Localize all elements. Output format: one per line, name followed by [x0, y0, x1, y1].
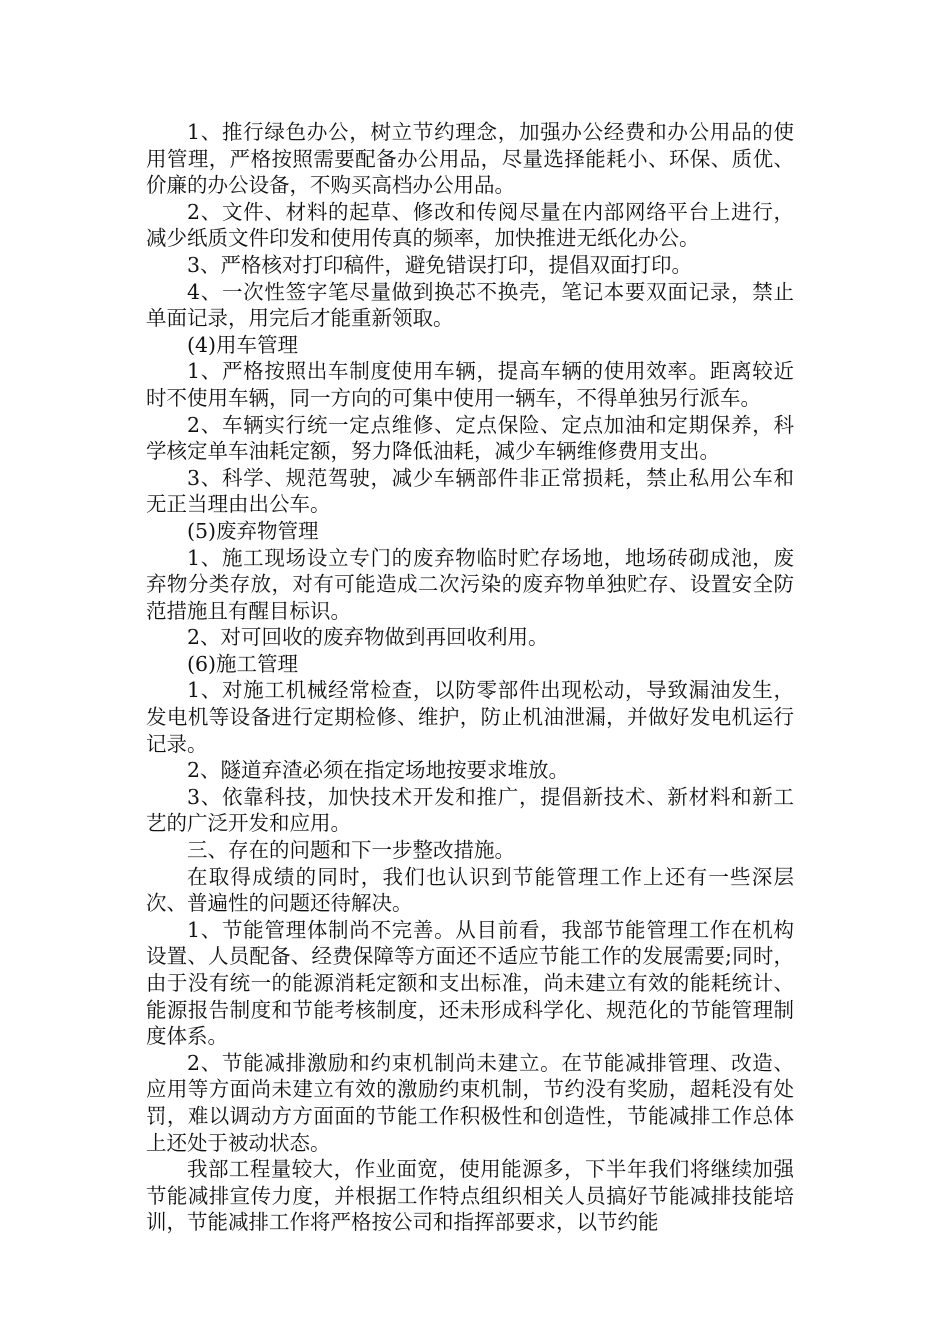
section-heading-vehicle: (4)用车管理	[187, 332, 299, 357]
paragraph-problems-intro: 在取得成绩的同时，我们也认识到节能管理工作上还有一些深层次、普遍性的问题还待解决。	[146, 864, 794, 916]
paragraph-printing: 3、严格核对打印稿件，避免错误打印，提倡双面打印。	[187, 252, 693, 277]
paragraph-next-steps: 我部工程量较大，作业面宽，使用能源多，下半年我们将继续加强节能减排宣传力度，并根据工作特点组织相关人员搞好节能减排技能培训，节能减排工作将严格按公司和指挥部要求，以节约能	[146, 1157, 794, 1235]
paragraph-driving: 3、科学、规范驾驶，减少车辆部件非正常损耗，禁止私用公车和无正当理由出公车。	[146, 465, 794, 517]
paragraph-problem-system: 1、节能管理体制尚不完善。从目前看，我部节能管理工作在机构设置、人员配备、经费保障等方面还不适应节能工作的发展需要;同时，由于没有统一的能源消耗定额和支出标准，尚未建立有效的能耗统计、能源报告制度和节能考核制度，还未形成科学化、规范化的节能管理制度体系。	[146, 917, 794, 1049]
paragraph-tunnel-spoil: 2、隧道弃渣必须在指定场地按要求堆放。	[187, 758, 570, 783]
paragraph-green-office: 1、推行绿色办公，树立节约理念，加强办公经费和办公用品的使用管理，严格按照需要配备办公用品，尽量选择能耗小、环保、质优、价廉的办公设备，不购买高档办公用品。	[146, 120, 794, 198]
paragraph-waste-storage: 1、施工现场设立专门的废弃物临时贮存场地，地场砖砌成池，废弃物分类存放，对有可能造成二次污染的废弃物单独贮存、设置安全防范措施且有醒目标识。	[146, 545, 794, 623]
paragraph-waste-recycle: 2、对可回收的废弃物做到再回收利用。	[187, 625, 549, 650]
paragraph-pens-notebooks: 4、一次性签字笔尽量做到换芯不换壳，笔记本要双面记录，禁止单面记录，用完后才能重新领取。	[146, 279, 794, 331]
section-heading-waste: (5)废弃物管理	[187, 518, 319, 543]
paragraph-paperless: 2、文件、材料的起草、修改和传阅尽量在内部网络平台上进行，减少纸质文件印发和使用传真的频率，加快推进无纸化办公。	[146, 199, 794, 251]
paragraph-technology: 3、依靠科技，加快技术开发和推广，提倡新技术、新材料和新工艺的广泛开发和应用。	[146, 784, 794, 836]
document-body	[146, 119, 794, 1236]
paragraph-problem-incentives: 2、节能减排激励和约束机制尚未建立。在节能减排管理、改造、应用等方面尚未建立有效的激励约束机制，节约没有奖励，超耗没有处罚，难以调动方方面面的节能工作积极性和创造性，节能减排工作总体上还处于被动状态。	[146, 1050, 794, 1155]
paragraph-vehicle-usage: 1、严格按照出车制度使用车辆，提高车辆的使用效率。距离较近时不使用车辆，同一方向的可集中使用一辆车，不得单独另行派车。	[146, 359, 794, 410]
paragraph-machinery: 1、对施工机械经常检查，以防零部件出现松动，导致漏油发生，发电机等设备进行定期检修、维护，防止机油泄漏，并做好发电机运行记录。	[146, 678, 794, 756]
paragraph-vehicle-maintenance: 2、车辆实行统一定点维修、定点保险、定点加油和定期保养，科学核定单车油耗定额，努力降低油耗，减少车辆维修费用支出。	[146, 412, 794, 464]
section-heading-problems: 三、存在的问题和下一步整改措施。	[187, 838, 515, 863]
section-heading-construction: (6)施工管理	[187, 651, 299, 676]
